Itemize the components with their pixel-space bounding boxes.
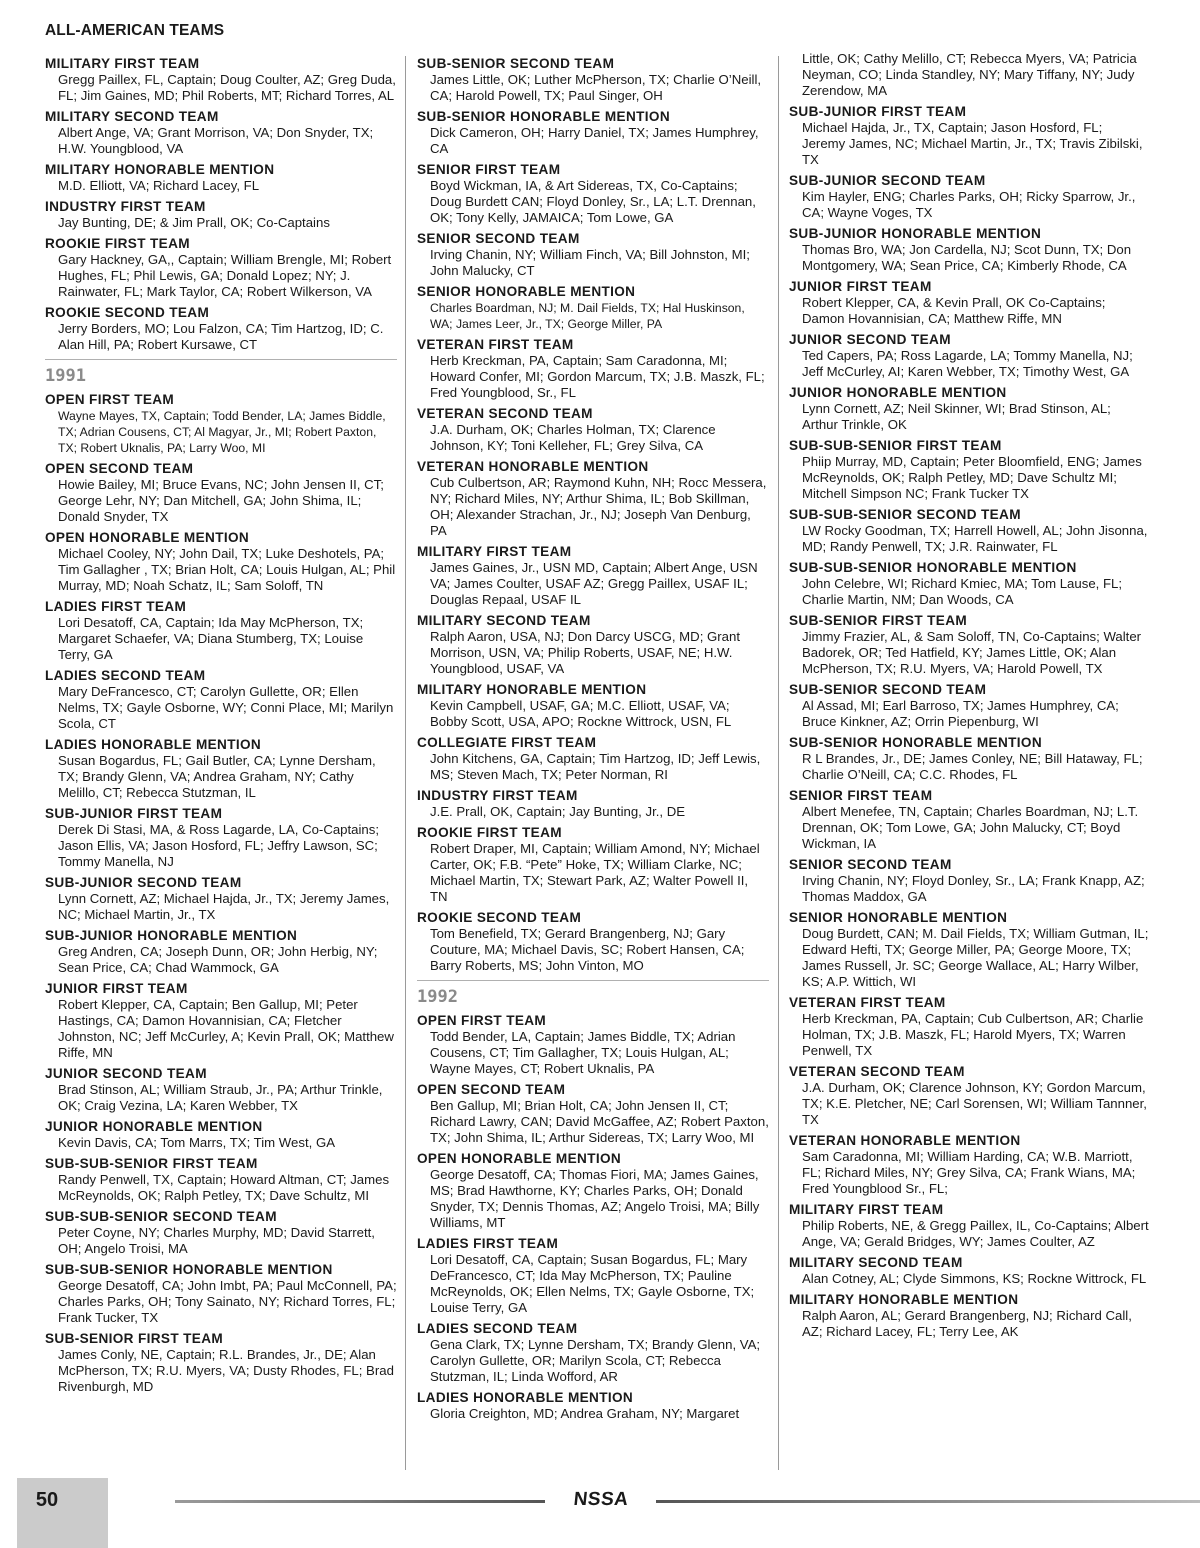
team-members: Irving Chanin, NY; Floyd Donley, Sr., LA; Frank Knapp, AZ; Thomas Maddox, GA — [802, 873, 1145, 904]
team-section — [45, 530, 397, 594]
column-3 — [789, 51, 1149, 1340]
team-members: Lynn Cornett, AZ; Michael Hajda, Jr., TX; Jeremy James, NC; Michael Martin, Jr., TX — [58, 891, 390, 922]
team-section — [45, 109, 397, 157]
year-heading: 1991 — [45, 366, 86, 386]
team-members: Jerry Borders, MO; Lou Falzon, CA; Tim Hartzog, ID; C. Alan Hill, PA; Robert Kursawe, CT — [58, 321, 384, 352]
team-section — [789, 226, 1149, 274]
column-1 — [45, 51, 397, 1395]
team-title: MILITARY FIRST TEAM — [417, 544, 572, 559]
team-section — [45, 737, 397, 801]
team-section — [789, 332, 1149, 380]
team-section — [45, 305, 397, 353]
team-members: Kim Hayler, ENG; Charles Parks, OH; Ricky Sparrow, Jr., CA; Wayne Voges, TX — [802, 189, 1136, 220]
team-title: SUB-SUB-SENIOR FIRST TEAM — [789, 438, 1002, 453]
team-members: Irving Chanin, NY; William Finch, VA; Bill Johnston, MI; John Malucky, CT — [430, 247, 750, 278]
team-members: Gloria Creighton, MD; Andrea Graham, NY; Margaret — [430, 1406, 740, 1421]
team-section — [45, 1262, 397, 1326]
team-title: VETERAN SECOND TEAM — [789, 1064, 965, 1079]
year-divider — [417, 980, 769, 1008]
team-members: J.A. Durham, OK; Clarence Johnson, KY; Gordon Marcum, TX; K.E. Pletcher, NE; Carl Sorensen, WI; William Tannner, TX — [802, 1080, 1147, 1127]
team-members: Ralph Aaron, USA, NJ; Don Darcy USCG, MD; Grant Morrison, USN, VA; Philip Roberts, USAF, NE; H.W. Youngblood, USAF, VA — [430, 629, 741, 676]
team-section — [45, 236, 397, 300]
team-members: M.D. Elliott, VA; Richard Lacey, FL — [58, 178, 260, 193]
team-members: Kevin Davis, CA; Tom Marrs, TX; Tim West, GA — [58, 1135, 335, 1150]
team-title: MILITARY SECOND TEAM — [45, 109, 219, 124]
team-members: J.E. Prall, OK, Captain; Jay Bunting, Jr., DE — [430, 804, 686, 819]
team-title: INDUSTRY FIRST TEAM — [45, 199, 206, 214]
team-section — [45, 806, 397, 870]
team-section — [789, 1133, 1149, 1197]
team-section — [789, 507, 1149, 555]
team-title: LADIES SECOND TEAM — [417, 1321, 578, 1336]
team-members: Kevin Campbell, USAF, GA; M.C. Elliott, USAF, VA; Bobby Scott, USA, APO; Rockne Wittrock, USN, FL — [430, 698, 732, 729]
team-section — [45, 199, 397, 231]
team-section — [417, 1151, 769, 1231]
team-members: Brad Stinson, AL; William Straub, Jr., PA; Arthur Trinkle, OK; Craig Vezina, LA; Karen Webber, TX — [58, 1082, 383, 1113]
team-section — [789, 1255, 1149, 1287]
team-members: Sam Caradonna, MI; William Harding, CA; W.B. Marriott, FL; Richard Miles, NY; Grey Silva, CA; Frank Wians, MA; Fred Youngblood Sr., FL; — [802, 1149, 1136, 1196]
team-section — [789, 857, 1149, 905]
team-title: JUNIOR HONORABLE MENTION — [789, 385, 1007, 400]
team-section — [45, 1156, 397, 1204]
team-section — [417, 56, 769, 104]
page-title: ALL-AMERICAN TEAMS — [45, 22, 225, 39]
team-section — [45, 668, 397, 732]
team-section — [789, 1292, 1149, 1340]
team-section — [417, 1236, 769, 1316]
team-title: LADIES FIRST TEAM — [417, 1236, 559, 1251]
team-members: Albert Menefee, TN, Captain; Charles Boardman, NJ; L.T. Drennan, OK; Tom Lowe, GA; John Malucky, CT; Boyd Wickman, IA — [802, 804, 1139, 851]
team-section — [45, 461, 397, 525]
team-members: James Little, OK; Luther McPherson, TX; Charlie O’Neill, CA; Harold Powell, TX; Paul Singer, OH — [430, 72, 762, 103]
team-section — [417, 406, 769, 454]
team-members: LW Rocky Goodman, TX; Harrell Howell, AL; John Jisonna, MD; Randy Penwell, TX; J.R. Rainwater, FL — [802, 523, 1148, 554]
team-members: Jay Bunting, DE; & Jim Prall, OK; Co-Captains — [58, 215, 330, 230]
team-section — [789, 279, 1149, 327]
team-section — [417, 1013, 769, 1077]
team-title: SENIOR SECOND TEAM — [417, 231, 580, 246]
team-members: Robert Klepper, CA, Captain; Ben Gallup, MI; Peter Hastings, CA; Damon Hovannisian, CA; Fletcher Johnston, NC; Jeff McCurley, A; Kevin Prall, OK; Matthew Riffe, MN — [58, 997, 394, 1060]
team-title: SUB-SENIOR FIRST TEAM — [789, 613, 968, 628]
team-title: VETERAN HONORABLE MENTION — [417, 459, 649, 474]
footer-rule-left — [175, 1500, 545, 1503]
team-members: Cub Culbertson, AR; Raymond Kuhn, NH; Rocc Messera, NY; Richard Miles, NY; Arthur Shima, IL; Bob Skillman, OH; Alexander Strachan, Jr., NJ; Joseph Van Denburg, PA — [430, 475, 767, 538]
team-title: SUB-SUB-SENIOR SECOND TEAM — [45, 1209, 277, 1224]
team-members: Peter Coyne, NY; Charles Murphy, MD; David Starrett, OH; Angelo Troisi, MA — [58, 1225, 375, 1256]
team-title: MILITARY HONORABLE MENTION — [45, 162, 275, 177]
team-section — [45, 928, 397, 976]
team-members: Robert Klepper, CA, & Kevin Prall, OK Co-Captains; Damon Hovannisian, CA; Matthew Riffe, MN — [802, 295, 1106, 326]
team-members: Gena Clark, TX; Lynne Dersham, TX; Brandy Glenn, VA; Carolyn Gullette, OR; Marilyn Scola, CT; Rebecca Stutzman, IL; Linda Wofford, AR — [430, 1337, 761, 1384]
team-section — [417, 1390, 769, 1422]
team-title: OPEN SECOND TEAM — [417, 1082, 566, 1097]
team-section — [45, 875, 397, 923]
team-members: Lynn Cornett, AZ; Neil Skinner, WI; Brad Stinson, AL; Arthur Trinkle, OK — [802, 401, 1111, 432]
team-section — [45, 392, 397, 456]
team-title: LADIES FIRST TEAM — [45, 599, 187, 614]
team-section — [789, 1202, 1149, 1250]
team-section — [417, 682, 769, 730]
team-members: George Desatoff, CA; John Imbt, PA; Paul McConnell, PA; Charles Parks, OH; Tony Sainato, NY; Richard Torres, FL; Frank Tucker, TX — [58, 1278, 397, 1325]
team-title: MILITARY HONORABLE MENTION — [789, 1292, 1019, 1307]
team-title: ROOKIE SECOND TEAM — [417, 910, 582, 925]
team-title: MILITARY FIRST TEAM — [789, 1202, 944, 1217]
team-title: SUB-SUB-SENIOR HONORABLE MENTION — [45, 1262, 333, 1277]
column-divider — [405, 56, 406, 1470]
team-members: Robert Draper, MI, Captain; William Amond, NY; Michael Carter, OK; F.B. “Pete” Hoke, TX; William Clarke, NC; Michael Martin, TX; Stewart Park, AZ; Walter Powell II, TN — [430, 841, 760, 904]
team-members: Al Assad, MI; Earl Barroso, TX; James Humphrey, CA; Bruce Kinkner, AZ; Orrin Piepenburg, WI — [802, 698, 1119, 729]
team-members: Wayne Mayes, TX, Captain; Todd Bender, LA; James Biddle, TX; Adrian Cousens, CT; Al Magyar, Jr., MI; Robert Paxton, TX; Robert Uknalis, PA; Larry Woo, MI — [58, 409, 386, 455]
team-section — [417, 284, 769, 332]
team-members: George Desatoff, CA; Thomas Fiori, MA; James Gaines, MS; Brad Hawthorne, KY; Charles Parks, OH; Donald Snyder, TX; Dennis Thomas, AZ; Angelo Troisi, MA; Billy Williams, MT — [430, 1167, 760, 1230]
team-section — [417, 735, 769, 783]
team-members: Lori Desatoff, CA, Captain; Ida May McPherson, TX; Margaret Schaefer, VA; Diana Stumberg, TX; Louise Terry, GA — [58, 615, 364, 662]
team-section — [417, 337, 769, 401]
team-members: Ted Capers, PA; Ross Lagarde, LA; Tommy Manella, NJ; Jeff McCurley, AI; Karen Webber, TX; Timothy West, GA — [802, 348, 1133, 379]
team-title: LADIES HONORABLE MENTION — [45, 737, 262, 752]
team-title: VETERAN FIRST TEAM — [789, 995, 946, 1010]
team-members: Albert Ange, VA; Grant Morrison, VA; Don Snyder, TX; H.W. Youngblood, VA — [58, 125, 374, 156]
team-members: James Conly, NE, Captain; R.L. Brandes, Jr., DE; Alan McPherson, TX; R.U. Myers, VA; Dusty Rhodes, FL; Brad Rivenburgh, MD — [58, 1347, 394, 1394]
team-members: Thomas Bro, WA; Jon Cardella, NJ; Scot Dunn, TX; Don Montgomery, WA; Sean Price, CA; Kimberly Rhode, CA — [802, 242, 1132, 273]
team-section — [45, 1209, 397, 1257]
team-title: JUNIOR SECOND TEAM — [45, 1066, 207, 1081]
team-title: SUB-SUB-SENIOR HONORABLE MENTION — [789, 560, 1077, 575]
team-members: Charles Boardman, NJ; M. Dail Fields, TX; Hal Huskinson, WA; James Leer, Jr., TX; George Miller, PA — [430, 301, 745, 331]
page-number: 50 — [35, 1489, 59, 1511]
team-title: SUB-SENIOR FIRST TEAM — [45, 1331, 224, 1346]
team-title: SUB-JUNIOR SECOND TEAM — [789, 173, 986, 188]
team-title: ROOKIE SECOND TEAM — [45, 305, 210, 320]
team-members: Michael Hajda, Jr., TX, Captain; Jason Hosford, FL; Jeremy James, NC; Michael Martin, Jr., TX; Travis Zibilski, TX — [802, 120, 1143, 167]
team-members: J.A. Durham, OK; Charles Holman, TX; Clarence Johnson, KY; Toni Kelleher, FL; Grey Silva, CA — [430, 422, 716, 453]
team-title: SENIOR FIRST TEAM — [417, 162, 561, 177]
team-section — [789, 682, 1149, 730]
team-title: ROOKIE FIRST TEAM — [45, 236, 190, 251]
team-section — [417, 788, 769, 820]
team-members: Doug Burdett, CAN; M. Dail Fields, TX; William Gutman, IL; Edward Hefti, TX; George Miller, PA; George Moore, TX; James Russell, Jr. SC; George Wallace, AL; Harry Wilber, KS; A.P. Wittich, WI — [802, 926, 1149, 989]
team-section — [417, 109, 769, 157]
team-members: Jimmy Frazier, AL, & Sam Soloff, TN, Co-Captains; Walter Badorek, OR; Ted Hatfield, KY; James Little, OK; Alan McPherson, TX; R.U. Myers, VA; Harold Powell, TX — [802, 629, 1142, 676]
footer-rule-right — [656, 1500, 1200, 1503]
team-members: Randy Penwell, TX, Captain; Howard Altman, CT; James McReynolds, OK; Ralph Petley, TX; Dave Schultz, MI — [58, 1172, 390, 1203]
team-members: Tom Benefield, TX; Gerard Brangenberg, NJ; Gary Couture, MA; Michael Davis, SC; Robert Hansen, CA; Barry Roberts, MS; John Vinton, MO — [430, 926, 745, 973]
team-section — [789, 788, 1149, 852]
team-title: INDUSTRY FIRST TEAM — [417, 788, 578, 803]
team-title: JUNIOR SECOND TEAM — [789, 332, 951, 347]
team-title: SUB-SUB-SENIOR FIRST TEAM — [45, 1156, 258, 1171]
team-members: John Kitchens, GA, Captain; Tim Hartzog, ID; Jeff Lewis, MS; Steven Mach, TX; Peter Norman, RI — [430, 751, 761, 782]
team-title: VETERAN FIRST TEAM — [417, 337, 574, 352]
team-title: SUB-SENIOR SECOND TEAM — [417, 56, 615, 71]
team-members: Ben Gallup, MI; Brian Holt, CA; John Jensen II, CT; Richard Lawry, CAN; David McGaffee, AZ; Robert Paxton, TX; John Shima, IL; Arthur Sidereas, TX; Larry Woo, MI — [430, 1098, 769, 1145]
team-section — [417, 613, 769, 677]
team-section — [789, 104, 1149, 168]
team-title: SUB-SENIOR HONORABLE MENTION — [417, 109, 670, 124]
team-section — [789, 910, 1149, 990]
team-section — [45, 1119, 397, 1151]
column-2 — [417, 51, 769, 1422]
year-divider — [45, 359, 397, 387]
team-title: OPEN FIRST TEAM — [45, 392, 175, 407]
team-title: OPEN FIRST TEAM — [417, 1013, 547, 1028]
team-members: Herb Kreckman, PA, Captain; Sam Caradonna, MI; Howard Confer, MI; Gordon Marcum, TX; J.B. Maszk, FL; Fred Youngblood, Sr., FL — [430, 353, 765, 400]
team-title: MILITARY FIRST TEAM — [45, 56, 200, 71]
team-title: SUB-SUB-SENIOR SECOND TEAM — [789, 507, 1021, 522]
team-section — [45, 1331, 397, 1395]
team-members: Boyd Wickman, IA, & Art Sidereas, TX, Co-Captains; Doug Burdett CAN; Floyd Donley, Sr., LA; L.T. Drennan, OK; Tony Kelly, JAMAICA; Tom Lowe, GA — [430, 178, 756, 225]
team-title: SENIOR HONORABLE MENTION — [417, 284, 636, 299]
team-section — [45, 981, 397, 1061]
team-title: SUB-SENIOR SECOND TEAM — [789, 682, 987, 697]
team-section — [45, 1066, 397, 1114]
team-section — [417, 825, 769, 905]
team-members: Lori Desatoff, CA, Captain; Susan Bogardus, FL; Mary DeFrancesco, CT; Ida May McPherson, TX; Pauline McReynolds, OK; Ellen Nelms, TX; Gayle Osborne, TX; Louise Terry, GA — [430, 1252, 755, 1315]
team-title: SUB-JUNIOR FIRST TEAM — [45, 806, 223, 821]
team-section — [417, 459, 769, 539]
team-title: VETERAN HONORABLE MENTION — [789, 1133, 1021, 1148]
team-section — [417, 1321, 769, 1385]
year-heading: 1992 — [417, 987, 458, 1007]
team-section — [417, 544, 769, 608]
team-title: COLLEGIATE FIRST TEAM — [417, 735, 597, 750]
team-title: LADIES HONORABLE MENTION — [417, 1390, 634, 1405]
team-section — [417, 910, 769, 974]
team-section — [789, 560, 1149, 608]
team-title: JUNIOR FIRST TEAM — [789, 279, 932, 294]
team-members: R L Brandes, Jr., DE; James Conley, NE; Bill Hataway, FL; Charlie O’Neill, CA; C.C. Rhodes, FL — [802, 751, 1143, 782]
brand-logo: NSSA — [572, 1489, 630, 1510]
continued-text: Little, OK; Cathy Melillo, CT; Rebecca Myers, VA; Patricia Neyman, CO; Linda Standley, NY; Mary Tiffany, NY; Judy Zerendow, MA — [802, 51, 1137, 98]
team-section — [45, 56, 397, 104]
team-members: James Gaines, Jr., USN MD, Captain; Albert Ange, USN VA; James Coulter, USAF AZ; Gregg Paillex, USAF IL; Douglas Repaal, USAF IL — [430, 560, 758, 607]
team-title: VETERAN SECOND TEAM — [417, 406, 593, 421]
team-members: Mary DeFrancesco, CT; Carolyn Gullette, OR; Ellen Nelms, TX; Gayle Osborne, WY; Conni Place, MI; Marilyn Scola, CT — [58, 684, 394, 731]
team-section — [789, 613, 1149, 677]
team-title: ROOKIE FIRST TEAM — [417, 825, 562, 840]
team-title: OPEN SECOND TEAM — [45, 461, 194, 476]
team-members: Herb Kreckman, PA, Captain; Cub Culbertson, AR; Charlie Holman, TX; J.B. Maszk, FL; Harold Myers, TX; Warren Penwell, TX — [802, 1011, 1144, 1058]
team-title: OPEN HONORABLE MENTION — [417, 1151, 622, 1166]
team-title: MILITARY HONORABLE MENTION — [417, 682, 647, 697]
team-section — [45, 162, 397, 194]
team-members: Howie Bailey, MI; Bruce Evans, NC; John Jensen II, CT; George Lehr, NY; Dan Mitchell, GA; John Shima, IL; Donald Snyder, TX — [58, 477, 384, 524]
team-members: Alan Cotney, AL; Clyde Simmons, KS; Rockne Wittrock, FL — [802, 1271, 1147, 1286]
team-section — [789, 438, 1149, 502]
team-members: Derek Di Stasi, MA, & Ross Lagarde, LA, Co-Captains; Jason Ellis, VA; Jason Hosford, FL; Jeffry Lawson, SC; Tommy Manella, NJ — [58, 822, 380, 869]
team-members: Phiip Murray, MD, Captain; Peter Bloomfield, ENG; James McReynolds, OK; Ralph Petley, MD; Dave Schultz MI; Mitchell Simpson NC; Frank Tucker TX — [802, 454, 1142, 501]
team-section — [789, 385, 1149, 433]
team-members: Dick Cameron, OH; Harry Daniel, TX; James Humphrey, CA — [430, 125, 759, 156]
team-title: SENIOR FIRST TEAM — [789, 788, 933, 803]
team-members: Gregg Paillex, FL, Captain; Doug Coulter, AZ; Greg Duda, FL; Jim Gaines, MD; Phil Roberts, MT; Richard Torres, AL — [58, 72, 396, 103]
team-title: SUB-JUNIOR HONORABLE MENTION — [45, 928, 298, 943]
team-members: Greg Andren, CA; Joseph Dunn, OR; John Herbig, NY; Sean Price, CA; Chad Wammock, GA — [58, 944, 378, 975]
team-title: JUNIOR HONORABLE MENTION — [45, 1119, 263, 1134]
team-section — [45, 599, 397, 663]
team-title: MILITARY SECOND TEAM — [789, 1255, 963, 1270]
team-title: SUB-SENIOR HONORABLE MENTION — [789, 735, 1042, 750]
team-title: SUB-JUNIOR HONORABLE MENTION — [789, 226, 1042, 241]
team-members: Gary Hackney, GA,, Captain; William Brengle, MI; Robert Hughes, FL; Phil Lewis, GA; Donald Lopez; NY; J. Rainwater, FL; Mark Taylor, CA; Robert Wilkerson, VA — [58, 252, 392, 299]
team-members: Philip Roberts, NE, & Gregg Paillex, IL, Co-Captains; Albert Ange, VA; Gerald Bridges, WY; James Coulter, AZ — [802, 1218, 1149, 1249]
team-title: SUB-JUNIOR FIRST TEAM — [789, 104, 967, 119]
team-title: SUB-JUNIOR SECOND TEAM — [45, 875, 242, 890]
team-members: Todd Bender, LA, Captain; James Biddle, TX; Adrian Cousens, CT; Tim Gallagher, TX; Louis Hulgan, AL; Wayne Mayes, CT; Robert Uknalis, PA — [430, 1029, 736, 1076]
column-divider — [778, 56, 779, 1470]
team-title: OPEN HONORABLE MENTION — [45, 530, 250, 545]
team-members: Susan Bogardus, FL; Gail Butler, CA; Lynne Dersham, TX; Brandy Glenn, VA; Andrea Graham, NY; Cathy Melillo, CT; Rebecca Stutzman, IL — [58, 753, 376, 800]
team-section — [417, 231, 769, 279]
team-members: Ralph Aaron, AL; Gerard Brangenberg, NJ; Richard Call, AZ; Richard Lacey, FL; Terry Lee, AK — [802, 1308, 1132, 1339]
team-title: LADIES SECOND TEAM — [45, 668, 206, 683]
team-section — [417, 1082, 769, 1146]
team-title: JUNIOR FIRST TEAM — [45, 981, 188, 996]
team-section — [789, 995, 1149, 1059]
team-members: John Celebre, WI; Richard Kmiec, MA; Tom Lause, FL; Charlie Martin, NM; Dan Woods, CA — [802, 576, 1123, 607]
team-section — [417, 162, 769, 226]
team-section — [789, 735, 1149, 783]
team-title: SENIOR HONORABLE MENTION — [789, 910, 1008, 925]
team-title: SENIOR SECOND TEAM — [789, 857, 952, 872]
team-section — [789, 1064, 1149, 1128]
team-title: MILITARY SECOND TEAM — [417, 613, 591, 628]
team-members: Michael Cooley, NY; John Dail, TX; Luke Deshotels, PA; Tim Gallagher , TX; Brian Holt, CA; Louis Hulgan, AL; Phil Murray, MD; Noah Schatz, IL; Sam Soloff, TN — [58, 546, 396, 593]
team-section — [789, 173, 1149, 221]
